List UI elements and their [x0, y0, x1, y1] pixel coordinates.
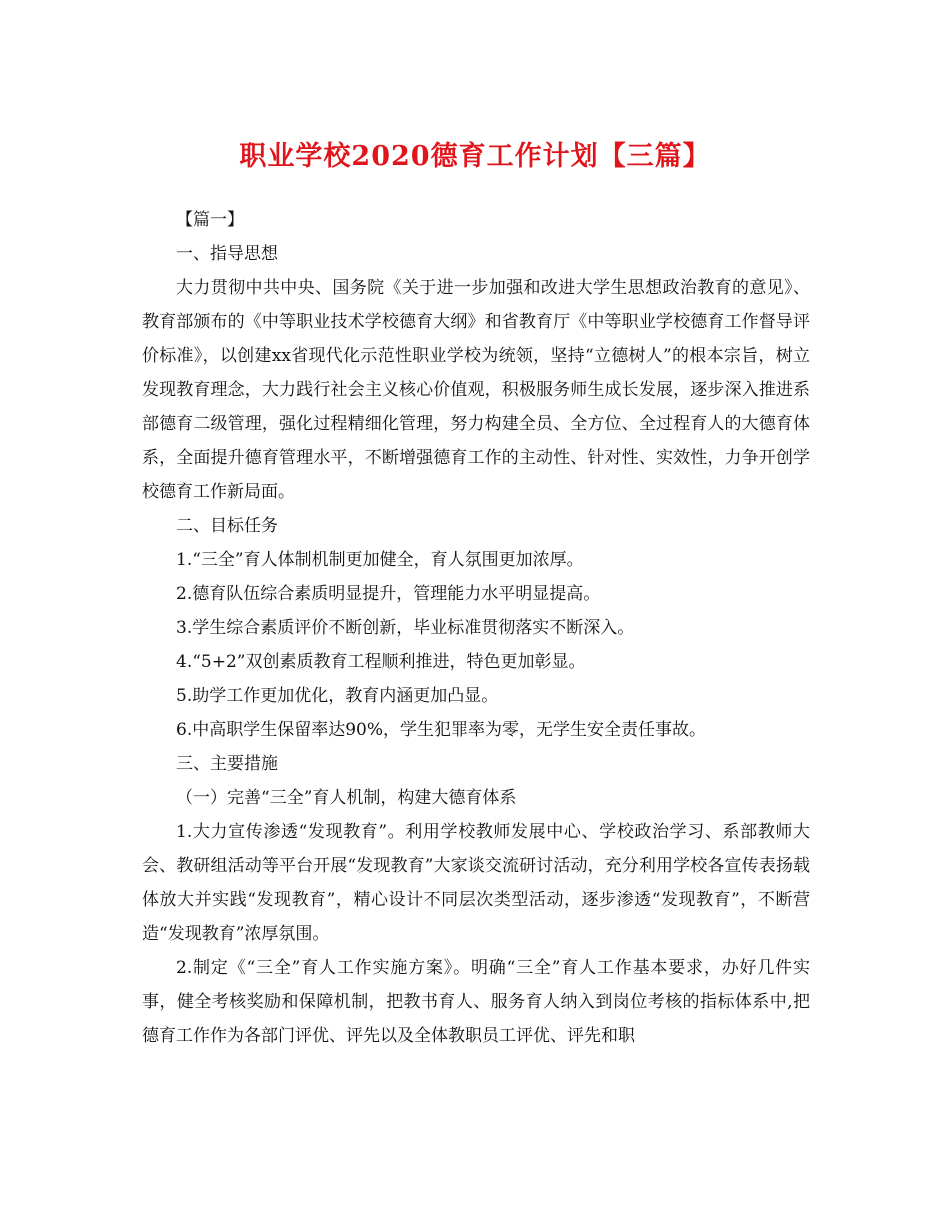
measure-paragraph-2: 2.制定《“三全”育人工作实施方案》。明确“三全”育人工作基本要求，办好几件实事，健全考核奖励和保障机制，把教书育人、服务育人纳入到岗位考核的指标体系中,把德育工作作为各部门评优、评先以及全体教职员工评优、评先和职 — [142, 958, 810, 1046]
goal-item-5: 5.助学工作更加优化，教育内涵更加凸显。 — [176, 686, 499, 706]
section-label: 【篇一】 — [176, 210, 244, 230]
heading-measures: 三、主要措施 — [176, 754, 278, 774]
heading-guiding-ideology: 一、指导思想 — [176, 244, 278, 264]
subheading-measure-1: （一）完善“三全”育人机制，构建大德育体系 — [176, 788, 517, 808]
document-title: 职业学校2020德育工作计划【三篇】 — [239, 141, 711, 172]
paragraph-guiding-ideology: 大力贯彻中共中央、国务院《关于进一步加强和改进大学生思想政治教育的意见》、教育部颁布的《中等职业技术学校德育大纲》和省教育厅《中等职业学校德育工作督导评价标准》，以创建xx省现代化示范性职业学校为统领，坚持“立德树人”的根本宗旨，树立发现教育理念，大力践行社会主义核心价值观，积极服务师生成长发展，逐步深入推进系部德育二级管理，强化过程精细化管理，努力构建全员、全方位、全过程育人的大德育体系，全面提升德育管理水平，不断增强德育工作的主动性、针对性、实效性，力争开创学校德育工作新局面。 — [142, 278, 810, 502]
goal-item-4: 4.“5+2”双创素质教育工程顺利推进，特色更加彰显。 — [176, 652, 586, 672]
goal-item-3: 3.学生综合素质评价不断创新，毕业标准贯彻落实不断深入。 — [176, 618, 635, 638]
heading-goals: 二、目标任务 — [176, 516, 278, 536]
goal-item-6: 6.中高职学生保留率达90%，学生犯罪率为零，无学生安全责任事故。 — [176, 720, 707, 740]
goal-item-1: 1.“三全”育人体制机制更加健全，育人氛围更加浓厚。 — [176, 550, 584, 570]
goal-item-2: 2.德育队伍综合素质明显提升，管理能力水平明显提高。 — [176, 584, 601, 604]
measure-paragraph-1: 1.大力宣传渗透“发现教育”。利用学校教师发展中心、学校政治学习、系部教师大会、教研组活动等平台开展“发现教育”大家谈交流研讨活动，充分利用学校各宣传表扬载体放大并实践“发现教育”，精心设计不同层次类型活动，逐步渗透“发现教育”，不断营造“发现教育”浓厚氛围。 — [142, 822, 810, 944]
document-body — [142, 203, 810, 1053]
